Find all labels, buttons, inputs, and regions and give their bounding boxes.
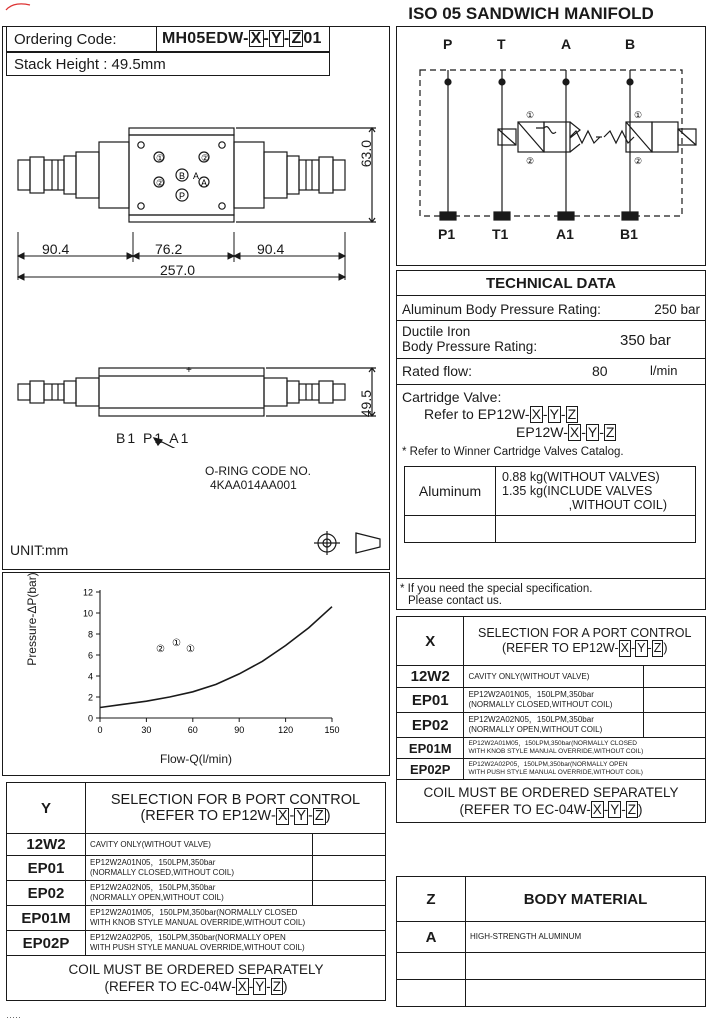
schematic-port-a: A <box>561 36 572 52</box>
chart-x-axis-label: Flow-Q(l/min) <box>160 752 232 766</box>
ordering-code-y: Y <box>271 30 282 47</box>
special-note-1: * If you need the special specification. <box>400 583 593 595</box>
schematic-port-t: T <box>497 36 506 52</box>
dim-height-bottom: 49.5 <box>358 390 374 418</box>
z-code-cell: Z <box>397 877 466 922</box>
port-marks: B1 P1 A1 <box>116 430 191 446</box>
table-row <box>397 980 706 1007</box>
table-row: 12W2 CAVITY ONLY(WITHOUT VALVE) <box>397 666 706 688</box>
svg-text:①: ① <box>634 110 643 120</box>
cartridge-valve-ref1: Refer to EP12W- X - Y - Z <box>424 406 577 422</box>
cartridge-valve-ref2: EP12W- X - Y - Z <box>516 424 615 440</box>
svg-text:P: P <box>179 191 186 201</box>
svg-text:②: ② <box>201 153 210 163</box>
svg-text:2: 2 <box>87 692 93 703</box>
oring-code-label: O-RING CODE NO. <box>205 464 312 478</box>
y-selection-table <box>6 782 386 1001</box>
ordering-code-suffix: 01 <box>303 30 322 47</box>
catalog-note: * Refer to Winner Cartridge Valves Catalog. <box>402 446 624 458</box>
schematic-port-p: P <box>443 36 453 52</box>
svg-text:8: 8 <box>87 629 93 640</box>
table-row: EP02 EP12W2A02N05，150LPM,350bar (NORMALLY OPEN,WITHOUT COIL) <box>7 881 386 906</box>
schematic-port-b1: B1 <box>620 226 638 242</box>
x-selection-table <box>396 616 706 823</box>
dim-total: 257.0 <box>160 262 196 278</box>
chart-annotation-1a: ① <box>172 638 181 649</box>
tech-row-flow-label: Rated flow: <box>402 363 473 379</box>
svg-text:②: ② <box>156 178 165 188</box>
bottom-mark: ····· <box>6 1012 21 1022</box>
x-heading-line2: (REFER TO EP12W- X - Y - Z ) <box>501 640 668 655</box>
table-row: EP01 EP12W2A01N05，150LPM,350bar (NORMALLY CLOSED,WITHOUT COIL) <box>7 856 386 881</box>
table-row: EP02 EP12W2A02N05，150LPM,350bar (NORMALLY OPEN,WITHOUT COIL) <box>397 713 706 738</box>
svg-text:②: ② <box>526 156 535 166</box>
stack-height-label: Stack Height : 49.5mm <box>14 56 166 73</box>
svg-text:10: 10 <box>82 608 93 619</box>
svg-text:12: 12 <box>82 587 93 598</box>
dim-height-top: 63.0 <box>358 140 374 168</box>
chart-annotation-1b: ① <box>186 644 195 655</box>
table-row: EP01M EP12W2A01M05，150LPM,350bar(NORMALLY CLOSED WITH KNOB STYLE MANUAL OVERRIDE,WITHOUT COIL) <box>397 738 706 759</box>
technical-data-heading: TECHNICAL DATA <box>486 275 616 292</box>
projection-symbol-icon <box>312 528 384 558</box>
table-row: 12W2 CAVITY ONLY(WITHOUT VALVE) <box>7 834 386 856</box>
x-heading-line1: SELECTION FOR A PORT CONTROL <box>477 625 692 640</box>
weight-material: Aluminum <box>405 467 496 516</box>
table-row: EP02P EP12W2A02P05，150LPM,350bar(NORMALLY OPEN WITH PUSH STYLE MANUAL OVERRIDE,WITHOUT COIL) <box>7 931 386 956</box>
svg-text:150: 150 <box>324 725 340 735</box>
dimension-drawing-panel <box>2 26 390 570</box>
table-row: A HIGH-STRENGTH ALUMINUM <box>397 922 706 953</box>
cartridge-valve-label: Cartridge Valve: <box>402 389 502 405</box>
ordering-code-label: Ordering Code: <box>14 31 117 48</box>
page-title: ISO 05 SANDWICH MANIFOLD <box>408 4 654 23</box>
x-coil-note: COIL MUST BE ORDERED SEPARATELY (REFER TO EC-04W- X - Y - Z ) <box>397 780 706 823</box>
y-code-cell: Y <box>7 783 86 834</box>
svg-text:6: 6 <box>87 650 93 661</box>
tech-row-flow-unit: l/min <box>650 363 678 378</box>
unit-label: UNIT:mm <box>10 542 69 558</box>
tech-row-ductile-value: 350 bar <box>620 332 671 349</box>
table-row: EP01 EP12W2A01N05，150LPM,350bar (NORMALLY CLOSED,WITHOUT COIL) <box>397 688 706 713</box>
side-view-drawing <box>4 358 390 448</box>
dim-middle: 76.2 <box>155 241 183 257</box>
y-heading-cell <box>86 783 386 834</box>
svg-text:②: ② <box>634 156 643 166</box>
svg-text:4: 4 <box>87 671 93 682</box>
svg-text:①: ① <box>156 153 165 163</box>
svg-text:①: ① <box>526 110 535 120</box>
x-heading-cell <box>464 617 706 666</box>
svg-text:90: 90 <box>234 725 245 735</box>
corner-mark <box>4 2 32 12</box>
y-coil-note: COIL MUST BE ORDERED SEPARATELY (REFER TO EC-04W- X - Y - Z ) <box>7 956 386 1001</box>
dim-left: 90.4 <box>42 241 70 257</box>
svg-text:B: B <box>179 171 186 181</box>
y-heading-line1: SELECTION FOR B PORT CONTROL <box>110 791 361 808</box>
svg-text:60: 60 <box>187 725 198 735</box>
ordering-code-value: MH05EDW- X - Y - Z 01 <box>162 30 322 47</box>
ordering-code-z: Z <box>291 30 302 47</box>
z-heading-cell: BODY MATERIAL <box>466 877 706 922</box>
ordering-code-x: X <box>250 30 262 47</box>
table-row <box>397 953 706 980</box>
schematic-port-p1: P1 <box>438 226 456 242</box>
svg-text:A: A <box>201 178 208 188</box>
z-selection-table <box>396 876 706 1007</box>
schematic-port-a1: A1 <box>556 226 574 242</box>
svg-text:A: A <box>193 171 200 181</box>
svg-text:0: 0 <box>97 725 103 735</box>
tech-row-ductile-label: Ductile Iron Body Pressure Rating: <box>402 324 538 354</box>
svg-text:120: 120 <box>278 725 294 735</box>
ordering-code-prefix: MH05EDW- <box>162 30 249 47</box>
x-code-cell: X <box>397 617 464 666</box>
chart-annotation-2: ② <box>156 644 165 655</box>
tech-row-flow-value: 80 <box>592 363 608 379</box>
tech-row-aluminum: Aluminum Body Pressure Rating: 250 bar <box>402 302 700 317</box>
svg-text:0: 0 <box>87 713 93 724</box>
y-heading-line2: (REFER TO EP12W- X - Y - Z ) <box>140 807 331 824</box>
performance-chart <box>60 580 340 750</box>
table-row: EP01M EP12W2A01M05，150LPM,350bar(NORMALLY CLOSED WITH KNOB STYLE MANUAL OVERRIDE,WITHOUT COIL) <box>7 906 386 931</box>
dim-right: 90.4 <box>257 241 285 257</box>
special-note-2: Please contact us. <box>408 595 502 607</box>
svg-text:+: + <box>186 365 192 376</box>
svg-text:30: 30 <box>141 725 152 735</box>
schematic-port-t1: T1 <box>492 226 509 242</box>
oring-code-value: 4KAA014AA001 <box>210 478 297 492</box>
schematic-port-b: B <box>625 36 636 52</box>
chart-y-axis-label: Pressure-ΔP(bar) <box>25 572 39 666</box>
weight-table: Aluminum 0.88 kg(WITHOUT VALVES) 1.35 kg(INCLUDE VALVES ,WITHOUT COIL) <box>404 466 696 543</box>
table-row: EP02P EP12W2A02P05，150LPM,350bar(NORMALLY OPEN WITH PUSH STYLE MANUAL OVERRIDE,WITHOUT COIL) <box>397 759 706 780</box>
